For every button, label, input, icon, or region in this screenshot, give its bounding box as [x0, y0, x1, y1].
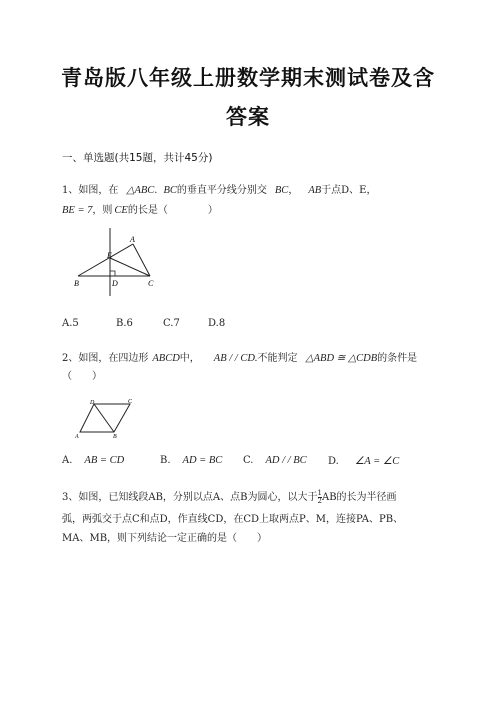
q2-figure: [72, 398, 142, 440]
q1-math: BC: [163, 185, 177, 196]
q2-option-b: [160, 455, 222, 466]
document-title-line-1: 青岛版八年级上册数学期末测试卷及含: [61, 66, 435, 90]
q1-text: 的长是（ ）: [127, 205, 218, 216]
q2-text-line-1: [62, 349, 417, 364]
q1-text: 于点D、E，: [321, 185, 377, 196]
q2-option-a: [62, 455, 124, 466]
q2-fig-label-d: D: [90, 400, 95, 406]
q1-option-c: C.7: [163, 318, 180, 329]
document-title-line-2: 答案: [226, 105, 270, 129]
q1-math: △ABC: [126, 185, 155, 196]
q1-option-d: D.8: [208, 318, 226, 329]
q1-fig-label-c: C: [148, 279, 154, 288]
q1-option-b: B.6: [116, 318, 133, 329]
q2-text: 的条件是: [377, 353, 418, 364]
q1-fig-label-a: A: [130, 235, 135, 244]
q2-option-a-label: A.: [62, 455, 73, 466]
q1-option-a: A.5: [62, 318, 79, 329]
q3-text-line-2: 弧，两弧交于点C和点D，作直线CD，在CD上取两点P、M，连接PA、PB、: [62, 514, 404, 525]
q2-option-c-label: C.: [243, 455, 254, 466]
q3-fraction-denominator: 2: [317, 497, 322, 505]
q2-option-b-label: B.: [160, 455, 171, 466]
q2-option-c: [243, 455, 307, 466]
q2-fig-label-c: C: [128, 399, 133, 405]
q2-fig-label-a: A: [75, 434, 79, 440]
q2-math: △ABD ≅ △CDB: [305, 353, 378, 364]
q2-text: 2、如图，在四边形: [62, 353, 149, 364]
q2-math: AB / / CD.: [213, 353, 258, 364]
q2-option-d: [328, 455, 399, 467]
q1-text-line-1: [62, 181, 376, 196]
q1-text: 的垂直平分线分别交: [176, 185, 267, 196]
q1-text: ，: [288, 185, 299, 196]
q1-text-line-2: [62, 201, 218, 216]
q1-fig-label-d: D: [112, 279, 118, 288]
q1-math: BE = 7: [62, 205, 93, 216]
q3-text-line-1: [62, 488, 397, 505]
q2-text-line-2: （ ）: [62, 371, 102, 382]
q3-fraction-numerator: 1: [317, 489, 322, 497]
q2-option-c-expr: AD / / BC: [265, 455, 307, 466]
q3-text: 3、如图，已知线段AB，分别以点A、点B为圆心，以大于: [62, 492, 318, 503]
q2-option-b-expr: AD = BC: [182, 455, 223, 466]
q2-option-a-expr: AB = CD: [84, 455, 125, 466]
q1-math: BC: [274, 185, 289, 196]
q2-fig-label-b: B: [113, 434, 117, 440]
q1-figure: [72, 228, 172, 298]
q1-fig-label-e: E: [107, 251, 112, 260]
q3-text-line-3: MA、MB，则下列结论一定正确的是（ ）: [62, 533, 268, 544]
q1-math: AB: [308, 185, 322, 196]
q2-math: ABCD: [152, 353, 180, 364]
q2-option-d-expr: ∠A = ∠C: [354, 456, 400, 467]
q2-option-d-label: D.: [328, 456, 339, 467]
q3-text: AB的长为半径画: [321, 492, 397, 503]
q2-text: 不能判定: [257, 353, 298, 364]
q1-text: 1、如图，在: [62, 185, 119, 196]
section-heading: 一、单选题(共15题，共计45分): [62, 152, 213, 164]
q2-text: 中，: [179, 353, 200, 364]
q1-math: CE: [114, 205, 128, 216]
q1-text: .: [154, 185, 158, 196]
q1-fig-label-b: B: [74, 279, 79, 288]
q1-text: ，则: [92, 205, 113, 216]
